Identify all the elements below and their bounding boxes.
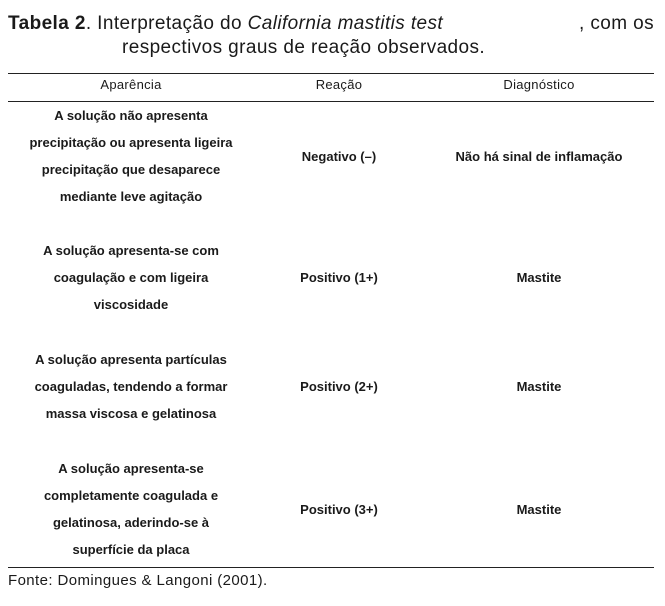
header-appearance: Aparência (100, 77, 162, 92)
appearance-line: A solução não apresenta (54, 108, 208, 123)
appearance-line: coagulação e com ligeira (53, 269, 209, 285)
header-reaction: Reação (315, 77, 363, 92)
reaction-cell: Positivo (3+) (300, 501, 378, 517)
appearance-lines (29, 102, 232, 210)
table-row (8, 101, 654, 211)
appearance-cell (8, 101, 254, 211)
table-bottom-rule (8, 567, 654, 568)
reaction-cell: Positivo (1+) (300, 269, 378, 285)
table-row (8, 454, 654, 564)
appearance-line: A solução apresenta partículas (35, 351, 227, 367)
appearance-line: superfície da placa (72, 542, 190, 557)
caption-line-1 (8, 12, 654, 36)
caption-title-end: , com os (579, 13, 654, 34)
diagnosis-cell: Mastite (516, 501, 562, 517)
appearance-cell (8, 454, 254, 564)
appearance-line: mediante leve agitação (59, 189, 203, 204)
appearance-lines (43, 237, 219, 318)
appearance-line: gelatinosa, aderindo-se à (52, 515, 210, 530)
table-row (8, 236, 654, 318)
reaction-cell: Negativo (–) (301, 148, 377, 164)
appearance-cell (8, 345, 254, 427)
table-source: Fonte: Domingues & Langoni (2001). (8, 572, 268, 589)
reaction-cell: Positivo (2+) (300, 378, 378, 394)
appearance-line: massa viscosa e gelatinosa (45, 405, 217, 421)
header-diagnosis: Diagnóstico (503, 77, 575, 92)
caption-title-italic: California mastitis test (247, 13, 444, 34)
appearance-line: A solução apresenta-se com (43, 242, 219, 258)
table-top-rule (8, 73, 654, 74)
caption-title-start: . Interpretação do (85, 13, 248, 34)
table-caption (8, 12, 654, 60)
appearance-line: coaguladas, tendendo a formar (34, 378, 228, 394)
appearance-line: completamente coagulada e (43, 488, 219, 503)
caption-line-2: respectivos graus de reação observados. (122, 37, 486, 58)
appearance-lines (44, 455, 218, 563)
diagnosis-cell: Não há sinal de inflamação (455, 148, 623, 164)
appearance-line: precipitação que desaparece (41, 162, 221, 177)
appearance-line: precipitação ou apresenta ligeira (29, 135, 233, 150)
diagnosis-cell: Mastite (516, 378, 562, 394)
appearance-line: viscosidade (93, 296, 169, 312)
caption-label: Tabela 2 (8, 13, 86, 34)
appearance-cell (8, 236, 254, 318)
appearance-line: A solução apresenta-se (58, 461, 204, 476)
table-row (8, 345, 654, 427)
appearance-lines (35, 346, 228, 427)
diagnosis-cell: Mastite (516, 269, 562, 285)
caption-part-label (8, 12, 443, 36)
